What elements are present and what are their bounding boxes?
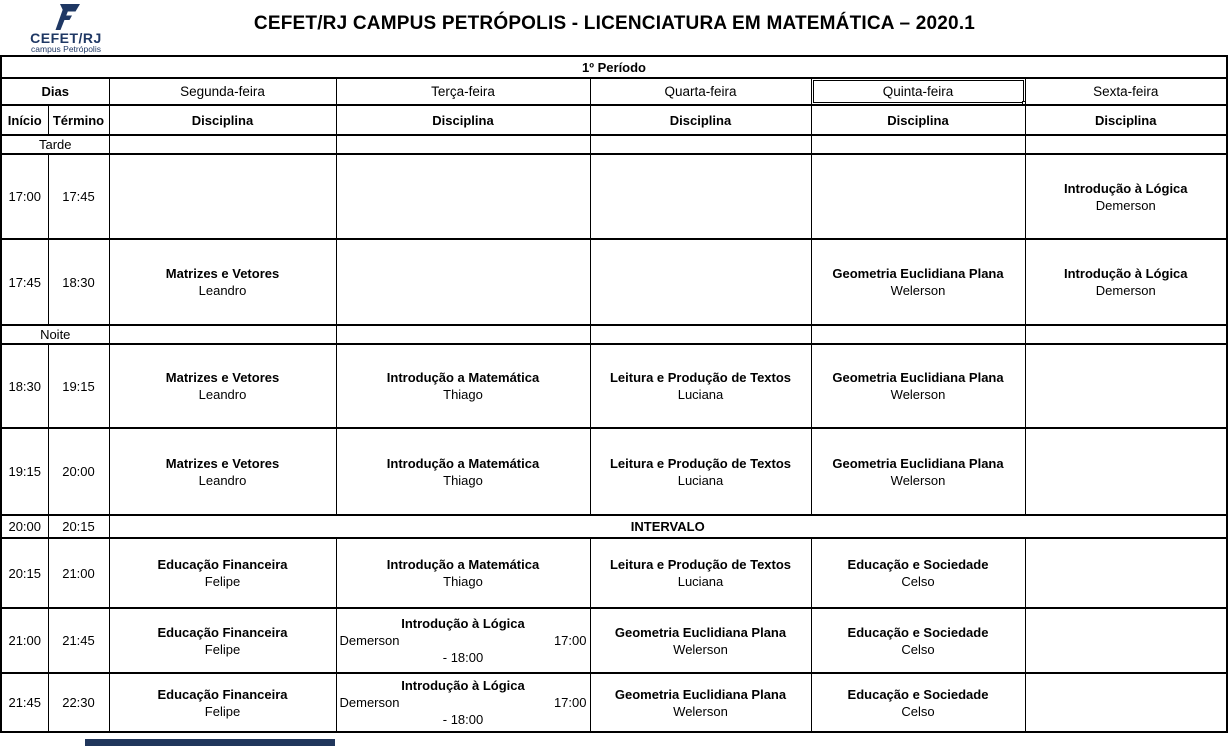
teacher-name: Luciana xyxy=(677,472,724,488)
course-name: Leitura e Produção de Textos xyxy=(609,557,792,572)
schedule-row xyxy=(1,428,1227,515)
teacher-name: Welerson xyxy=(890,472,946,488)
time-termino-cell[interactable]: 21:45 xyxy=(48,608,109,673)
disciplina-header-cell[interactable]: Disciplina xyxy=(811,105,1025,135)
teacher-name: Demerson xyxy=(1095,197,1156,213)
teacher-name: Demerson xyxy=(339,695,400,710)
logo-brand-text: CEFET/RJ xyxy=(30,30,102,46)
schedule-cell-empty[interactable] xyxy=(109,325,336,344)
schedule-cell-empty[interactable] xyxy=(1025,608,1227,673)
schedule-row xyxy=(1,239,1227,325)
course-name: Geometria Euclidiana Plana xyxy=(832,455,1004,471)
teacher-name: Welerson xyxy=(890,283,946,298)
teacher-name: Welerson xyxy=(890,387,946,402)
teacher-name: Felipe xyxy=(204,703,241,719)
schedule-cell-empty[interactable] xyxy=(811,154,1025,239)
teacher-name: Celso xyxy=(901,703,935,719)
period-row xyxy=(1,56,1227,78)
time-termino-cell[interactable]: 20:15 xyxy=(48,515,109,538)
course-name: Educação Financeira xyxy=(157,624,288,640)
selection-handle[interactable] xyxy=(1022,101,1026,105)
time-termino-cell[interactable]: 21:00 xyxy=(48,538,109,608)
time-termino-cell[interactable]: 20:00 xyxy=(48,428,109,515)
schedule-cell[interactable] xyxy=(109,239,336,325)
course-name: Geometria Euclidiana Plana xyxy=(832,266,1004,281)
teacher-name: Demerson xyxy=(1095,283,1156,298)
schedule-cell[interactable] xyxy=(109,538,336,608)
course-name: Introdução a Matemática xyxy=(386,455,540,471)
time-inicio-cell[interactable]: 17:45 xyxy=(1,239,48,325)
teacher-name: Leandro xyxy=(198,472,247,488)
teacher-name: Thiago xyxy=(443,387,483,402)
teacher-name: Welerson xyxy=(673,641,728,657)
schedule-cell[interactable] xyxy=(1025,239,1227,325)
days-header-row xyxy=(1,78,1227,105)
course-name: Matrizes e Vetores xyxy=(165,266,280,281)
schedule-cell-empty[interactable] xyxy=(1025,344,1227,428)
section-label-tarde[interactable]: Tarde xyxy=(1,135,109,154)
course-name: Introdução à Lógica xyxy=(401,616,525,631)
days-label-cell[interactable]: Dias xyxy=(1,78,109,105)
course-name: Introdução a Matemática xyxy=(386,370,540,385)
schedule-cell[interactable] xyxy=(109,608,336,673)
schedule-cell[interactable] xyxy=(336,538,590,608)
course-name: Leitura e Produção de Textos xyxy=(609,455,792,471)
schedule-cell-empty[interactable] xyxy=(811,135,1025,154)
schedule-cell-empty[interactable] xyxy=(590,154,811,239)
time-inicio-cell[interactable]: 19:15 xyxy=(1,428,48,515)
schedule-cell[interactable] xyxy=(336,608,590,673)
day-header-quarta[interactable]: Quarta-feira xyxy=(590,78,811,105)
time-termino-cell[interactable]: 22:30 xyxy=(48,673,109,732)
day-header-sexta[interactable]: Sexta-feira xyxy=(1025,78,1227,105)
time-termino-cell[interactable]: 18:30 xyxy=(48,239,109,325)
schedule-cell[interactable] xyxy=(1025,154,1227,239)
teacher-name: Luciana xyxy=(677,387,724,402)
section-row-tarde xyxy=(1,135,1227,154)
teacher-name: Luciana xyxy=(677,574,724,589)
disciplina-header-cell[interactable]: Disciplina xyxy=(336,105,590,135)
time-inicio-cell[interactable]: 17:00 xyxy=(1,154,48,239)
page-header xyxy=(0,0,1229,55)
section-row-noite xyxy=(1,325,1227,344)
time-inicio-cell[interactable]: 21:00 xyxy=(1,608,48,673)
schedule-table xyxy=(0,55,1228,733)
schedule-cell-empty[interactable] xyxy=(1025,325,1227,344)
time-inicio-cell[interactable]: 21:45 xyxy=(1,673,48,732)
schedule-cell[interactable] xyxy=(811,428,1025,515)
schedule-cell-empty[interactable] xyxy=(109,154,336,239)
teacher-name: Thiago xyxy=(443,574,483,589)
schedule-row xyxy=(1,673,1227,732)
schedule-cell[interactable] xyxy=(590,608,811,673)
course-name: Geometria Euclidiana Plana xyxy=(832,370,1004,385)
course-name: Leitura e Produção de Textos xyxy=(609,370,792,385)
schedule-row xyxy=(1,608,1227,673)
teacher-name: Felipe xyxy=(204,641,241,657)
schedule-cell-empty[interactable] xyxy=(1025,538,1227,608)
partial-bottom-bar xyxy=(85,739,335,746)
time-inicio-cell[interactable]: 20:00 xyxy=(1,515,48,538)
schedule-cell[interactable] xyxy=(590,428,811,515)
course-name: Geometria Euclidiana Plana xyxy=(614,686,787,702)
disciplina-header-cell[interactable]: Disciplina xyxy=(109,105,336,135)
teacher-name: Leandro xyxy=(198,283,247,298)
teacher-name: Celso xyxy=(901,574,935,589)
course-name: Introdução à Lógica xyxy=(1064,266,1188,281)
section-label-noite[interactable]: Noite xyxy=(1,325,109,344)
day-header-label: Quinta-feira xyxy=(882,84,954,99)
column-header-row xyxy=(1,105,1227,135)
course-name: Educação e Sociedade xyxy=(847,686,989,702)
course-name: Educação e Sociedade xyxy=(847,624,989,640)
schedule-cell[interactable] xyxy=(336,673,590,732)
schedule-cell-empty[interactable] xyxy=(109,135,336,154)
course-name: Geometria Euclidiana Plana xyxy=(614,624,787,640)
inicio-header-cell[interactable]: Início xyxy=(1,105,48,135)
time-note: 17:00 xyxy=(553,695,587,710)
schedule-cell-empty[interactable] xyxy=(336,154,590,239)
course-name: Introdução à Lógica xyxy=(401,678,525,693)
course-name: Educação Financeira xyxy=(157,686,288,702)
disciplina-header-cell[interactable]: Disciplina xyxy=(1025,105,1227,135)
schedule-cell[interactable] xyxy=(590,673,811,732)
course-name: Introdução à Lógica xyxy=(1064,180,1188,196)
teacher-name: Felipe xyxy=(204,574,241,589)
schedule-cell[interactable] xyxy=(811,239,1025,325)
time-termino-cell[interactable]: 17:45 xyxy=(48,154,109,239)
schedule-row xyxy=(1,538,1227,608)
schedule-cell[interactable] xyxy=(336,428,590,515)
schedule-cell[interactable] xyxy=(109,428,336,515)
course-name: Educação e Sociedade xyxy=(847,557,989,572)
page-title: CEFET/RJ CAMPUS PETRÓPOLIS - LICENCIATURA EM MATEMÁTICA – 2020.1 xyxy=(253,13,976,34)
schedule-cell-empty[interactable] xyxy=(1025,135,1227,154)
teacher-name: Demerson xyxy=(339,633,400,648)
time-note: 17:00 xyxy=(553,633,587,648)
schedule-row xyxy=(1,154,1227,239)
period-title-cell[interactable]: 1º Período xyxy=(1,56,1227,78)
schedule-cell[interactable] xyxy=(109,673,336,732)
schedule-cell[interactable] xyxy=(811,344,1025,428)
day-header-segunda[interactable]: Segunda-feira xyxy=(109,78,336,105)
schedule-cell-empty[interactable] xyxy=(336,239,590,325)
schedule-cell-empty[interactable] xyxy=(590,325,811,344)
schedule-cell-empty[interactable] xyxy=(336,135,590,154)
schedule-cell[interactable] xyxy=(811,608,1025,673)
intervalo-cell[interactable]: INTERVALO xyxy=(109,515,1227,538)
schedule-cell[interactable] xyxy=(336,344,590,428)
day-header-quinta-selected[interactable] xyxy=(811,78,1025,105)
schedule-row xyxy=(1,344,1227,428)
disciplina-header-cell[interactable]: Disciplina xyxy=(590,105,811,135)
logo-campus-text: campus Petrópolis xyxy=(31,44,101,54)
course-name: Introdução a Matemática xyxy=(386,557,540,572)
teacher-name: Thiago xyxy=(443,472,483,488)
schedule-cell-empty[interactable] xyxy=(1025,428,1227,515)
schedule-cell[interactable] xyxy=(590,538,811,608)
time-termino-cell[interactable]: 19:15 xyxy=(48,344,109,428)
time-inicio-cell[interactable]: 18:30 xyxy=(1,344,48,428)
course-name: Educação Financeira xyxy=(157,557,288,572)
schedule-cell-empty[interactable] xyxy=(1025,673,1227,732)
schedule-cell-empty[interactable] xyxy=(590,239,811,325)
teacher-name: Celso xyxy=(901,641,935,657)
schedule-cell[interactable] xyxy=(590,344,811,428)
time-note: - 18:00 xyxy=(442,712,484,727)
schedule-cell-empty[interactable] xyxy=(811,325,1025,344)
course-name: Matrizes e Vetores xyxy=(165,370,280,385)
teacher-name: Welerson xyxy=(673,703,728,719)
termino-header-cell[interactable]: Término xyxy=(48,105,109,135)
day-header-terca[interactable]: Terça-feira xyxy=(336,78,590,105)
teacher-name: Leandro xyxy=(198,387,247,402)
time-note: - 18:00 xyxy=(442,650,484,665)
course-name: Matrizes e Vetores xyxy=(165,455,280,471)
schedule-cell[interactable] xyxy=(109,344,336,428)
schedule-cell-empty[interactable] xyxy=(336,325,590,344)
schedule-cell[interactable] xyxy=(811,538,1025,608)
schedule-cell-empty[interactable] xyxy=(590,135,811,154)
schedule-cell[interactable] xyxy=(811,673,1025,732)
intervalo-row xyxy=(1,515,1227,538)
time-inicio-cell[interactable]: 20:15 xyxy=(1,538,48,608)
